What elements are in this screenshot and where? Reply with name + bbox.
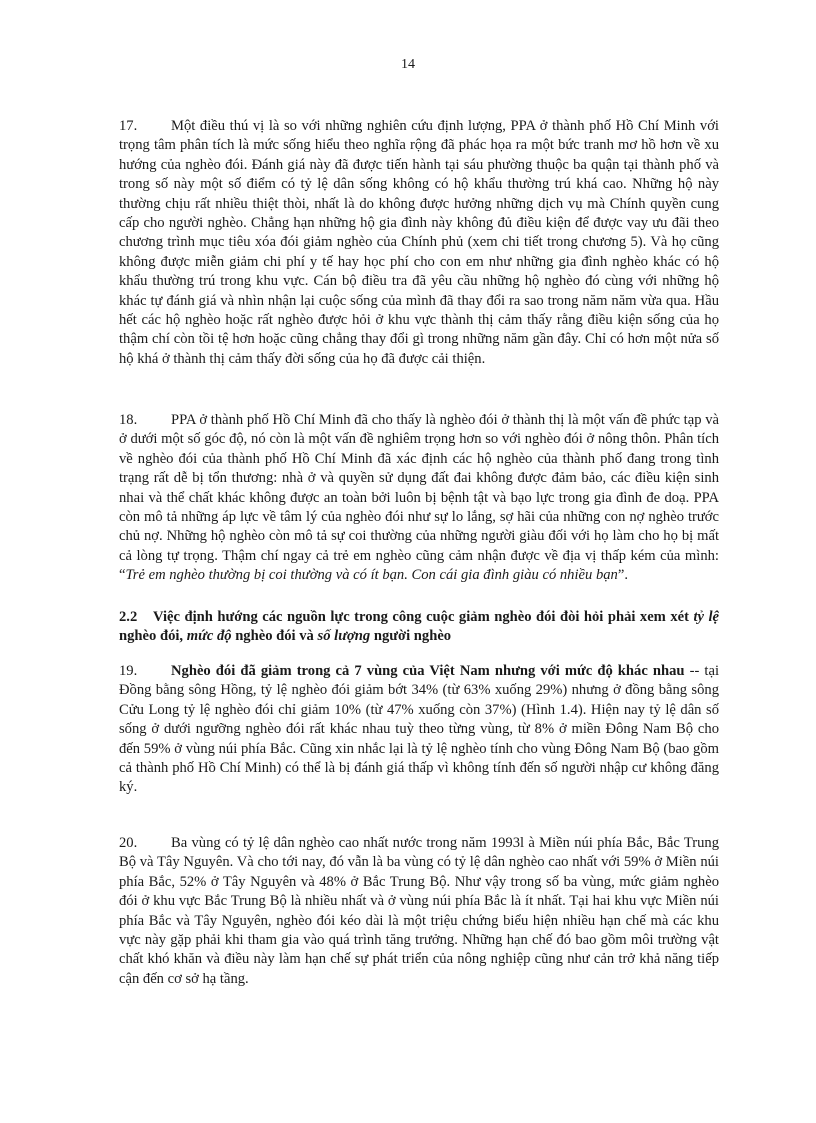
paragraph-18-text: PPA ở thành phố Hồ Chí Minh đã cho thấy là nghèo đói ở thành thị là một vấn đề phức tạp và ở dưới một số góc độ, nó còn là một vấn đề nghiêm trọng hơn so với nghèo đói ở nông thôn. Phân tích về nghèo đói của thành phố Hồ Chí Minh đã xác định các hộ nghèo của thành phố đang trong tình trạng rất dễ bị tổn thương: nhà ở và quyền sử dụng đất đai không được đảm bảo, các điều kiện sinh nhai và thể chất khác không được an toàn bởi luôn bị bệnh tật và bạo lực trong gia đình đe doạ. PPA còn mô tả những áp lực về tâm lý của nghèo đói như sự lo lắng, sợ hãi của những con nợ nghèo trước chủ nợ. Những hộ nghèo còn mô tả sự coi thường của những người giàu đối với họ làm cho họ bị mất cả lòng tự trọng. Thậm chí ngay cả trẻ em nghèo cũng cảm nhận được về địa vị thấp kém của mình: “: [119, 412, 719, 584]
section-heading-em-2: mức độ: [186, 628, 232, 645]
paragraph-20: [119, 834, 719, 989]
paragraph-19: [119, 662, 719, 798]
paragraph-20-text: Ba vùng có tỷ lệ dân nghèo cao nhất nước trong năm 1993l à Miền núi phía Bắc, Bắc Trung Bộ và Tây Nguyên. Và cho tới nay, đó vẫn là ba vùng có tỷ lệ dân nghèo cao nhất với 59% ở Miền núi phía Bắc, 52% ở Tây Nguyên và 48% ở Bắc Trung Bộ. Như vậy trong số ba vùng, mức giảm nghèo đói ở khu vực Bắc Trung Bộ là nhiều nhất và ở vùng núi phía Bắc là ít nhất. Tại hai khu vực Miền núi phía Bắc và Tây Nguyên, nghèo đói kéo dài là một triệu chứng biểu hiện nhiều hạn chế mà các khu vực này gặp phải khi tham gia vào quá trình tăng trưởng. Những hạn chế đó bao gồm môi trường vật chất khó khăn và điều này làm hạn chế sự phát triển của nông nghiệp cũng như cản trở khả năng tiếp cận đến cơ sở hạ tầng.: [119, 835, 719, 987]
section-heading-text-4: người nghèo: [370, 628, 452, 645]
section-heading-text-2: nghèo đói,: [119, 628, 187, 645]
paragraph-19-number: 19.: [119, 663, 138, 679]
paragraph-17-number: 17.: [119, 118, 138, 134]
section-heading-em-1: tỷ lệ: [693, 609, 719, 625]
section-heading-number: 2.2: [119, 609, 138, 625]
section-heading-em-3: số lượng: [317, 628, 371, 645]
paragraph-18-quote: Trẻ em nghèo thường bị coi thường và có ít bạn. Con cái gia đình giàu có nhiều bạn: [125, 567, 618, 584]
paragraph-19-bold-lead: Nghèo đói đã giảm trong cả 7 vùng của Việt Nam nhưng với mức độ khác nhau: [171, 663, 685, 679]
section-heading: [119, 608, 719, 647]
paragraph-19-text: -- tại Đồng bằng sông Hồng, tỷ lệ nghèo đói giảm bớt 34% (từ 63% xuống 29%) nhưng ở đồng bằng sông Cửu Long tỷ lệ nghèo đói chỉ giảm 10% (từ 47% xuống còn 37%) (Hình 1.4). Hiện nay tỷ lệ dân số sống ở dưới ngưỡng nghèo đói rất khác nhau tuỳ theo từng vùng, từ 8% ở miền Đông Nam Bộ cho đến 59% ở vùng núi phía Bắc. Cũng xin nhắc lại là tỷ lệ nghèo tính cho vùng Đông Nam Bộ (bao gồm cả thành phố Hồ Chí Minh) có thể là bị đánh giá thấp vì không tính đến số người nhập cư không đăng ký.: [119, 663, 719, 796]
paragraph-18-quote-close: ”.: [617, 567, 628, 584]
page-number: 14: [401, 57, 415, 72]
paragraph-17: [119, 117, 719, 369]
section-heading-text-1: Việc định hướng các nguồn lực trong công cuộc giảm nghèo đói đòi hỏi phải xem xét: [153, 609, 694, 625]
paragraph-18-number: 18.: [119, 412, 138, 428]
paragraph-17-text: Một điều thú vị là so với những nghiên cứu định lượng, PPA ở thành phố Hồ Chí Minh với trọng tâm phân tích là mức sống hiểu theo nghĩa rộng đã phác họa ra một bức tranh mơ hồ hơn về xu hướng của nghèo đói. Đánh giá này đã được tiến hành tại sáu phường thuộc ba quận tại thành phố và trong số này một số điểm có tỷ lệ dân sống không có hộ khẩu thường trú khá cao. Những hộ này thường chịu rất nhiều thiệt thòi, nhất là do không được hưởng những dịch vụ mà Chính quyền cung cấp cho người nghèo. Chẳng hạn những hộ gia đình này không đủ điều kiện để được vay ưu đãi theo chương trình mục tiêu xóa đói giảm nghèo của Chính phủ (xem chi tiết trong chương 5). Và họ cũng không được miễn giảm chi phí y tế hay học phí cho con em như những gia đình nghèo khác có hộ khẩu thường trú trong khu vực. Cán bộ điều tra đã yêu cầu những hộ nghèo đó cùng với những hộ khác tự đánh giá và nhìn nhận lại cuộc sống của mình đã thay đổi ra sao trong năm năm vừa qua. Hầu hết các hộ nghèo hoặc rất nghèo được hỏi ở khu vực thành thị cảm thấy rằng điều kiện sống của họ thậm chí còn tồi tệ hơn hoặc cũng chẳng thay đổi gì trong những năm gần đây. Chỉ có hơn một nửa số hộ khá ở thành thị cảm thấy đời sống của họ đã được cải thiện.: [119, 118, 719, 367]
section-heading-text-3: nghèo đói và: [231, 628, 318, 645]
paragraph-18: [119, 411, 719, 586]
paragraph-20-number: 20.: [119, 835, 138, 851]
